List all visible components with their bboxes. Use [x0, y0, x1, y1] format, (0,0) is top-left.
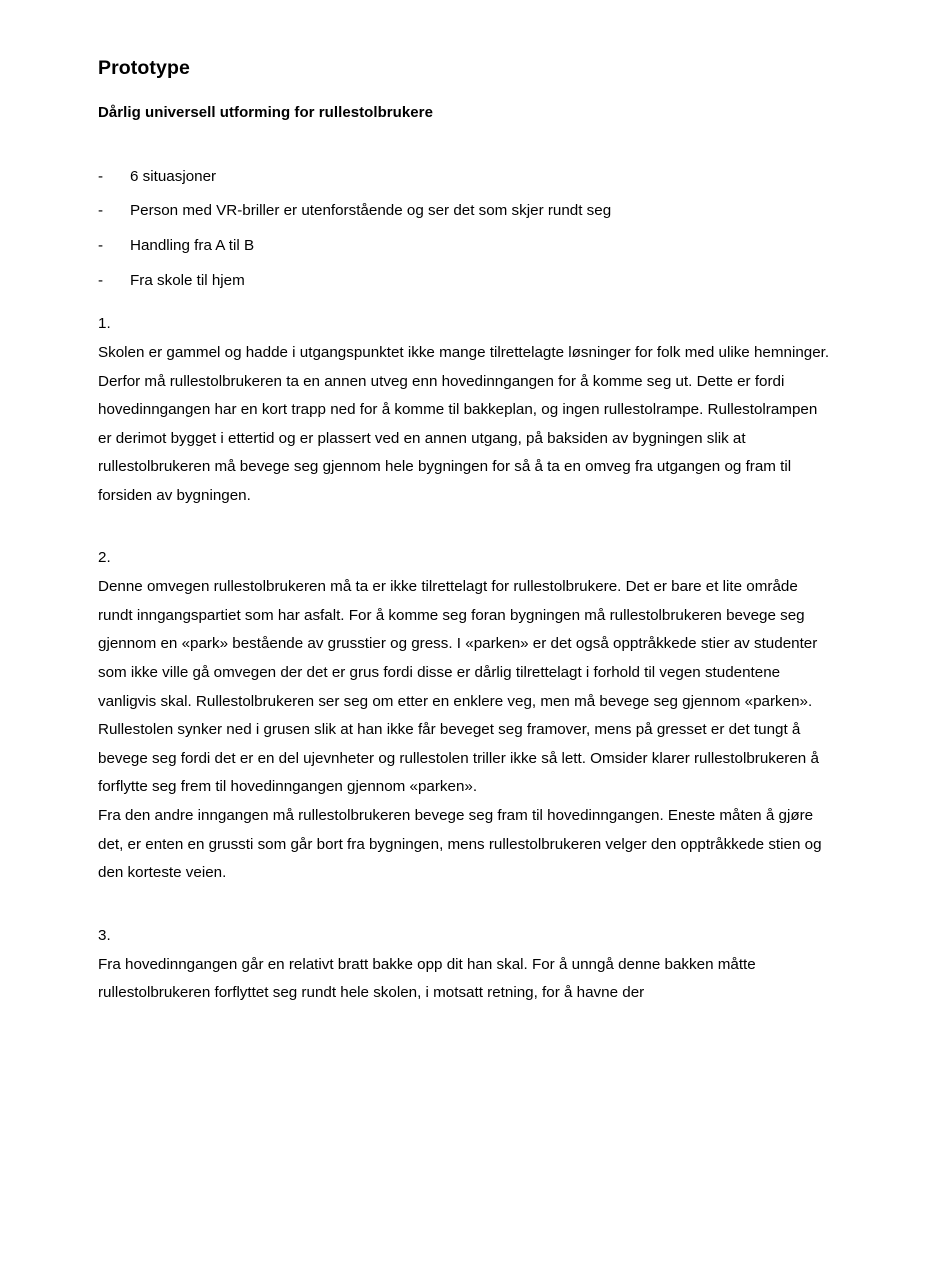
list-item	[98, 234, 832, 258]
section-1-paragraph-1: Skolen er gammel og hadde i utgangspunktet ikke mange tilrettelagte løsninger for folk med ulike hemninger. Derfor må rullestolbrukeren ta en annen utveg enn hovedinngangen for å komme seg ut. Dette er fordi hovedinngangen har en kort trapp ned for å komme til bakkeplan, og ingen rullestolrampe. Rullestolrampen er derimot bygget i ettertid og er plassert ved en annen utgang, på baksiden av bygningen slik at rullestolbrukeren må bevege seg gjennom hele bygningen for så å ta en omveg fra utgangen og fram til forsiden av bygningen.	[98, 343, 830, 504]
section-2-paragraph-1: Denne omvegen rullestolbrukeren må ta er ikke tilrettelagt for rullestolbrukere. Det er bare et lite område rundt inngangspartiet som har asfalt. For å komme seg foran bygningen må rullestolbrukeren bevege seg gjennom en «park» bestående av grusstier og gress. I «parken» er det også opptråkkede stier av studenter som ikke ville gå omvegen der det er grus fordi disse er dårlig tilrettelagt i forhold til vegen studentene vanligvis skal. Rullestolbrukeren ser seg om etter en enklere veg, men må bevege seg gjennom «parken». Rullestolen synker ned i grusen slik at han ikke får beveget seg framover, mens på gresset er det tungt å bevege seg fordi det er en del ujevnheter og rullestolen triller ikke så lett. Omsider klarer rullestolbrukeren å forflytte seg frem til hovedinngangen gjennom «parken».	[98, 578, 819, 796]
list-item-text: 6 situasjoner	[130, 167, 217, 185]
list-item-text: Handling fra A til B	[130, 236, 255, 254]
section-number-3: 3.	[98, 926, 111, 944]
summary-bullet-list	[98, 165, 832, 292]
list-item-text: Fra skole til hjem	[130, 271, 245, 289]
page-subtitle: Dårlig universell utforming for rullestolbrukere	[98, 104, 433, 122]
section-number-2: 2.	[98, 549, 111, 567]
section-number-1: 1.	[98, 315, 111, 333]
bullet-marker: -	[98, 236, 104, 254]
list-item	[98, 199, 832, 223]
bullet-marker: -	[98, 271, 104, 289]
list-item	[98, 269, 832, 293]
page-title: Prototype	[98, 57, 190, 79]
section-2-paragraph-2: Fra den andre inngangen må rullestolbrukeren bevege seg fram til hovedinngangen. Eneste måten å gjøre det, er enten en grussti som går bort fra bygningen, mens rullestolbrukeren velger den opptråkkede stien og den korteste veien.	[98, 806, 822, 882]
bullet-marker: -	[98, 202, 104, 220]
section-3-paragraph-1: Fra hovedinngangen går en relativt bratt bakke opp dit han skal. For å unngå denne bakken måtte rullestolbrukeren forflyttet seg rundt hele skolen, i motsatt retning, for å havne der	[98, 955, 756, 1002]
list-item	[98, 165, 832, 189]
bullet-marker: -	[98, 167, 104, 185]
list-item-text: Person med VR-briller er utenforstående og ser det som skjer rundt seg	[130, 202, 612, 220]
